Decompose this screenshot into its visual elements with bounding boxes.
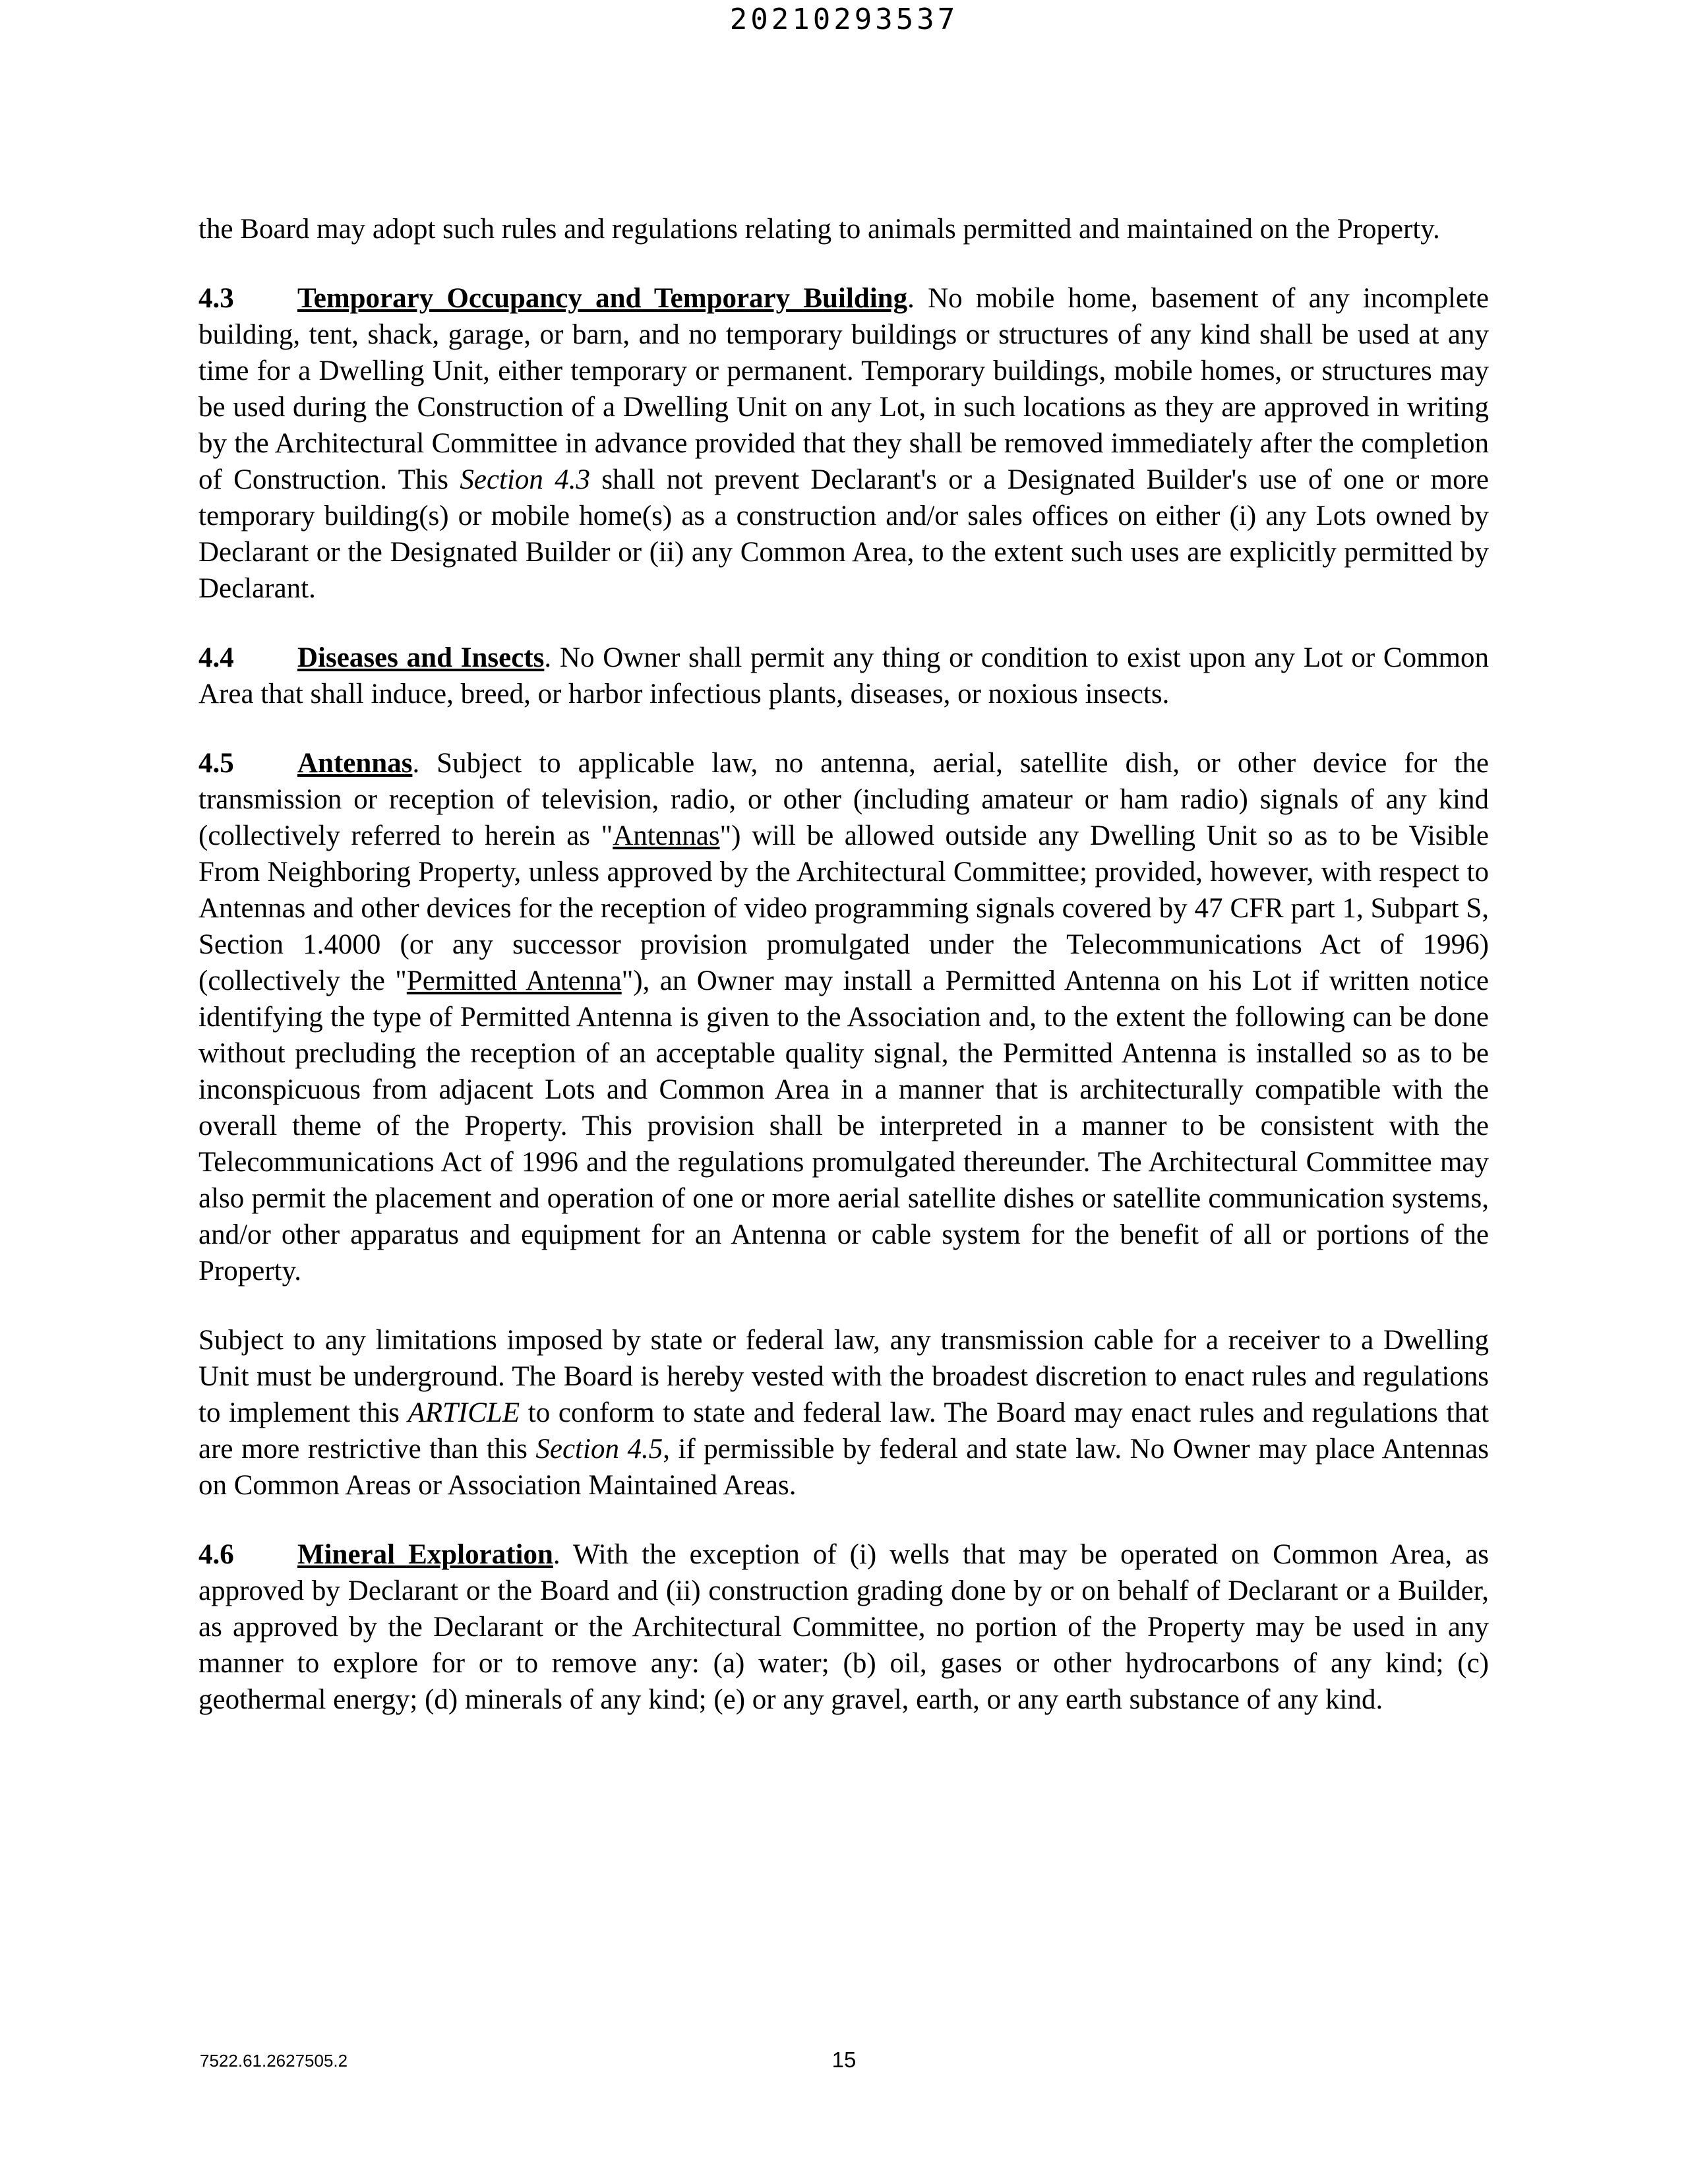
- footer-document-id: 7522.61.2627505.2: [200, 2051, 348, 2071]
- section-text: "), an Owner may install a Permitted Antenna on his Lot if written notice identifying the type of Permitted Antenna is given to the Association and, to the extent the following can be done without precluding the reception of an acceptable quality signal, the Permitted Antenna is installed so as to be inconspicuous from adjacent Lots and Common Area in a manner that is architecturally compatible with the overall theme of the Property. This provision shall be interpreted in a manner to be consistent with the Telecommunications Act of 1996 and the regulations promulgated thereunder. The Architectural Committee may also permit the placement and operation of one or more aerial satellite dishes or satellite communication systems, and/or other apparatus and equipment for an Antenna or cable system for the benefit of all or portions of the Property.: [198, 965, 1489, 1287]
- document-number: 20210293537: [729, 3, 959, 36]
- page-body: [198, 211, 1489, 1751]
- section-reference: Section 4.3: [460, 464, 590, 495]
- section-text: . With the exception of (i) wells that may be operated on Common Area, as approved by Declarant or the Board and (ii) construction grading done by or on behalf of Declarant or a Builder, as approved by the Declarant or the Architectural Committee, no portion of the Property may be used in any manner to explore for or to remove any: (a) water; (b) oil, gases or other hydrocarbons of any kind; (c) geothermal energy; (d) minerals of any kind; (e) or any gravel, earth, or any earth substance of any kind.: [198, 1539, 1489, 1715]
- section-text: ") will be allowed outside any Dwelling Unit so as to be Visible From Neighboring Property, unless approved by the Architectural Committee; provided, however, with respect to Antennas and other devices for the reception of video programming signals covered by 47 CFR part 1, Subpart S, Section 1.4000 (or any successor provision promulgated under the Telecommunications Act of 1996) (collectively the ": [198, 820, 1490, 996]
- paragraph-text: , if permissible by federal and state law. No Owner may place Antennas on Common Areas or Association Maintained Areas.: [198, 1434, 1489, 1501]
- section-text: . Subject to applicable law, no antenna, aerial, satellite dish, or other device for the transmission or reception of television, radio, or other (including amateur or ham radio) signals of any kind (collectively referred to herein as ": [198, 748, 1489, 851]
- footer-page-number: 15: [831, 2048, 857, 2072]
- section-reference: Section 4.5: [535, 1434, 663, 1465]
- section-title: Antennas: [297, 748, 413, 779]
- section-4-3: [198, 280, 1489, 607]
- intro-paragraph: [198, 211, 1489, 247]
- section-number: 4.6: [198, 1539, 234, 1570]
- section-title: Mineral Exploration: [297, 1539, 553, 1570]
- section-number: 4.3: [198, 283, 234, 314]
- article-reference: ARTICLE: [407, 1397, 520, 1428]
- section-4-5: [198, 745, 1489, 1289]
- defined-term-antennas: Antennas: [613, 820, 720, 851]
- section-text: . No Owner shall permit any thing or condition to exist upon any Lot or Common Area that shall induce, breed, or harbor infectious plants, diseases, or noxious insects.: [198, 642, 1489, 710]
- section-title: Temporary Occupancy and Temporary Building: [297, 283, 908, 314]
- section-text: . No mobile home, basement of any incomplete building, tent, shack, garage, or barn, and no temporary buildings or structures of any kind shall be used at any time for a Dwelling Unit, either temporary or permanent. Temporary buildings, mobile homes, or structures may be used during the Construction of a Dwelling Unit on any Lot, in such locations as they are approved in writing by the Architectural Committee in advance provided that they shall be removed immediately after the completion of Construction. This: [198, 283, 1490, 495]
- section-number: 4.5: [198, 748, 234, 779]
- section-number: 4.4: [198, 642, 234, 673]
- section-4-6: [198, 1536, 1489, 1718]
- antenna-cable-paragraph: [198, 1322, 1489, 1503]
- section-text: shall not prevent Declarant's or a Designated Builder's use of one or more temporary building(s) or mobile home(s) as a construction and/or sales offices on either (i) any Lots owned by Declarant or the Designated Builder or (ii) any Common Area, to the extent such uses are explicitly permitted by Declarant.: [198, 464, 1489, 604]
- section-title: Diseases and Insects: [297, 642, 545, 673]
- defined-term-permitted-antenna: Permitted Antenna: [406, 965, 622, 996]
- paragraph-text: to conform to state and federal law. The Board may enact rules and regulations that are more restrictive than this: [198, 1397, 1489, 1465]
- intro-text: the Board may adopt such rules and regulations relating to animals permitted and maintained on the Property.: [198, 214, 1440, 245]
- section-4-4: [198, 640, 1489, 712]
- paragraph-text: Subject to any limitations imposed by state or federal law, any transmission cable for a receiver to a Dwelling Unit must be underground. The Board is hereby vested with the broadest discretion to enact rules and regulations to implement this: [198, 1325, 1489, 1428]
